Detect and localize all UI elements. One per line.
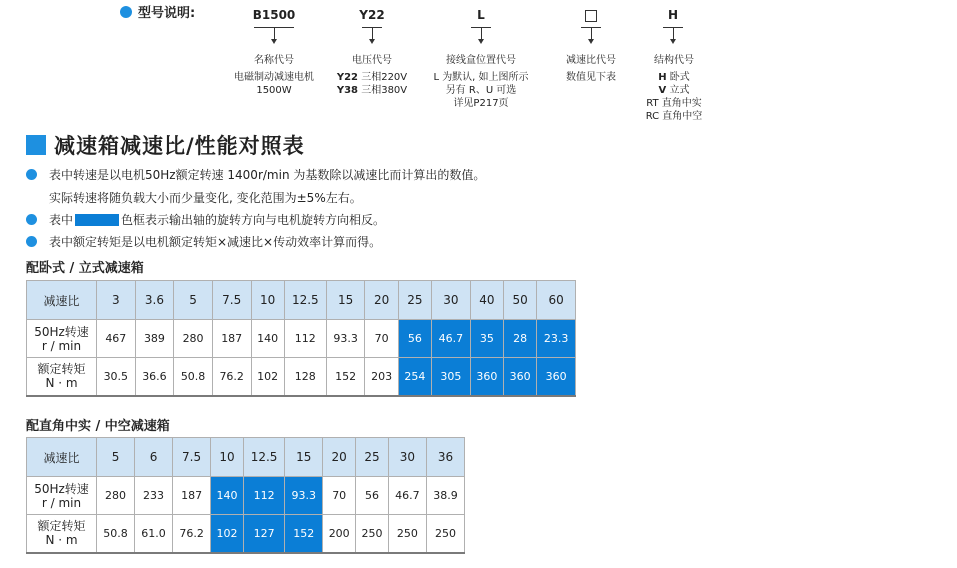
speed-row [27,477,465,515]
speed-cell: 38.9 [426,477,464,515]
torque-cell: 250 [426,515,464,553]
arrow-down-icon [369,39,375,44]
note-2: 表中 色框表示输出轴的旋转方向与电机旋转方向相反。 [26,211,385,228]
speed-cell: 140 [251,320,284,358]
ratio-cell: 20 [323,438,356,477]
speed-row-label [27,477,97,515]
torque-cell: 250 [388,515,426,553]
speed-cell: 389 [135,320,174,358]
row-label-unit: N · m [45,533,78,548]
torque-cell: 152 [326,358,365,396]
torque-cell: 254 [398,358,431,396]
ratio-cell: 3.6 [135,281,174,320]
torque-row [27,515,465,553]
torque-cell: 128 [284,358,326,396]
torque-cell: 360 [470,358,503,396]
bullet-icon [26,169,37,180]
ratio-cell: 40 [470,281,503,320]
ratio-cell: 5 [174,281,213,320]
ratio-cell: 6 [135,438,173,477]
model-code-structure: H [667,8,679,22]
square-icon [26,135,46,155]
model-code-name: B1500 [252,8,296,22]
row-label-unit: r / min [41,495,82,510]
speed-cell: 35 [470,320,503,358]
ratio-header-label: 减速比 [27,438,97,477]
table1-title: 配卧式 / 立式减速箱 [26,261,144,276]
desc-structure: 结构代号 H 卧式 V 立式 RT 直角中实 RC 直角中空 [645,55,703,122]
section-heading [26,130,305,160]
torque-cell: 152 [285,515,323,553]
speed-cell: 112 [284,320,326,358]
desc-name: 名称代号 电磁制动减速电机 1500W [234,55,314,96]
speed-cell: 23.3 [537,320,576,358]
ratio-cell: 25 [356,438,389,477]
speed-row [27,320,576,358]
note-1: 表中转速是以电机50Hz额定转速 1400r/min 为基数除以减速比而计算出的数值。 [26,166,485,183]
speed-cell: 93.3 [285,477,323,515]
torque-row-label [27,515,97,553]
torque-cell: 360 [503,358,536,396]
ratio-cell: 20 [365,281,398,320]
torque-cell: 200 [323,515,356,553]
model-code-ratio-box [585,10,597,22]
speed-cell: 46.7 [388,477,426,515]
table1 [26,280,576,397]
ratio-cell: 10 [211,438,244,477]
desc-ratio: 减速比代号 数值见下表 [566,55,616,83]
table-header-row [27,438,465,477]
ratio-cell: 50 [503,281,536,320]
bullet-icon [26,236,37,247]
model-explanation-heading [120,2,195,21]
torque-cell: 127 [243,515,284,553]
arrow-down-icon [670,39,676,44]
ratio-cell: 30 [432,281,471,320]
torque-cell: 102 [251,358,284,396]
speed-cell: 187 [173,477,211,515]
arrow-down-icon [588,39,594,44]
speed-cell: 280 [97,477,135,515]
arrow-down-icon [271,39,277,44]
table-header-row [27,281,576,320]
model-label: 型号说明: [138,6,196,21]
row-label-unit: r / min [41,338,82,353]
speed-cell: 187 [212,320,251,358]
speed-cell: 28 [503,320,536,358]
bullet-icon [26,214,37,225]
speed-cell: 56 [356,477,389,515]
ratio-cell: 15 [326,281,365,320]
speed-cell: 467 [97,320,136,358]
bullet-icon [120,6,132,18]
table2 [26,437,465,554]
speed-cell: 280 [174,320,213,358]
row-label-line: 额定转矩 [37,362,86,377]
highlight-swatch [75,214,119,226]
table2-title: 配直角中实 / 中空减速箱 [26,419,170,434]
note-3: 表中额定转矩是以电机额定转矩×减速比×传动效率计算而得。 [26,233,381,250]
speed-cell: 70 [365,320,398,358]
ratio-cell: 25 [398,281,431,320]
torque-cell: 102 [211,515,244,553]
speed-cell: 112 [243,477,284,515]
speed-cell: 93.3 [326,320,365,358]
speed-row-label [27,320,97,358]
ratio-cell: 60 [537,281,576,320]
ratio-cell: 10 [251,281,284,320]
speed-cell: 56 [398,320,431,358]
section-title: 减速箱减速比/性能对照表 [54,134,305,158]
torque-cell: 61.0 [135,515,173,553]
model-code-voltage: Y22 [359,8,385,22]
speed-cell: 140 [211,477,244,515]
ratio-cell: 36 [426,438,464,477]
arrow-down-icon [478,39,484,44]
torque-cell: 250 [356,515,389,553]
ratio-cell: 30 [388,438,426,477]
ratio-cell: 5 [97,438,135,477]
model-code-junction: L [477,8,485,22]
torque-cell: 50.8 [97,515,135,553]
speed-cell: 233 [135,477,173,515]
desc-junction: 接线盒位置代号 L 为默认, 如上图所示 另有 R、U 可选 详见P217页 [433,55,529,109]
torque-cell: 76.2 [173,515,211,553]
torque-cell: 360 [537,358,576,396]
row-label-line: 额定转矩 [37,519,86,534]
ratio-cell: 12.5 [243,438,284,477]
ratio-cell: 15 [285,438,323,477]
desc-voltage: 电压代号 Y22 三相220V Y38 三相380V [336,55,408,96]
torque-cell: 76.2 [212,358,251,396]
row-label-line: 50Hz转速 [34,481,89,496]
row-label-line: 50Hz转速 [34,324,89,339]
ratio-cell: 12.5 [284,281,326,320]
torque-row [27,358,576,396]
row-label-unit: N · m [45,376,78,391]
ratio-cell: 7.5 [173,438,211,477]
torque-row-label [27,358,97,396]
torque-cell: 203 [365,358,398,396]
speed-cell: 70 [323,477,356,515]
speed-cell: 46.7 [432,320,471,358]
note-1-continued: 实际转速将随负载大小而少量变化, 变化范围为±5%左右。 [49,191,362,205]
torque-cell: 50.8 [174,358,213,396]
ratio-cell: 7.5 [212,281,251,320]
ratio-header-label: 减速比 [27,281,97,320]
torque-cell: 36.6 [135,358,174,396]
torque-cell: 30.5 [97,358,136,396]
ratio-cell: 3 [97,281,136,320]
torque-cell: 305 [432,358,471,396]
